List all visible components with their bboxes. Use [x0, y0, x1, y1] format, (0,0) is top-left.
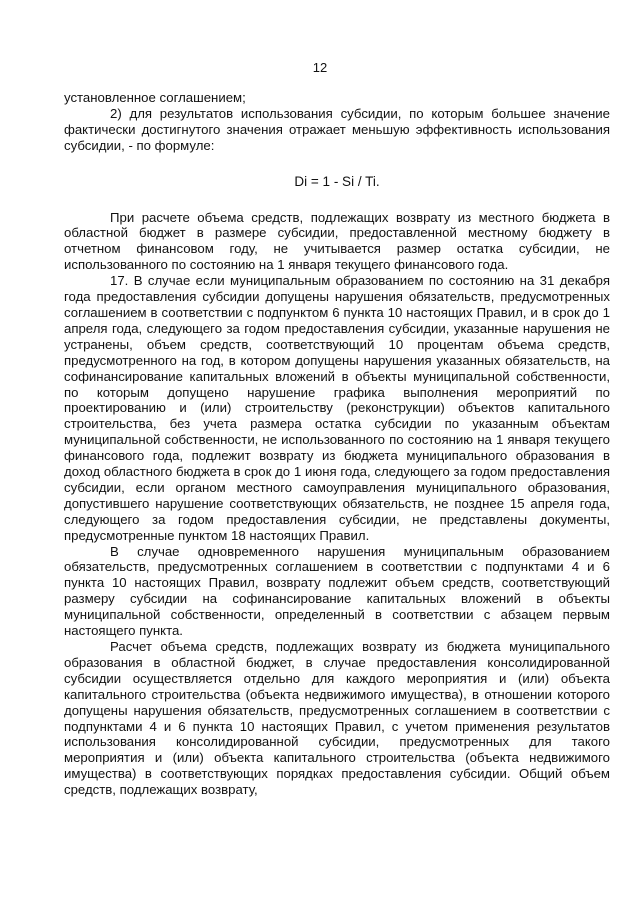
page-number: 12: [312, 60, 328, 75]
paragraph-calculation-note: При расчете объема средств, подлежащих возврату из местного бюджета в областной бюджет в размере субсидии, предоставленной местному бюджету в отчетном финансовом году, не учитывается размер остатка субсидии, не использованного по состоянию на 1 января текущего финансового года.: [64, 209, 610, 273]
paragraph-continuation: установленное соглашением;: [64, 90, 246, 105]
paragraph-clause-17: 17. В случае если муниципальным образованием по состоянию на 31 декабря года предоставления субсидии допущены нарушения обязательств, предусмотренных соглашением в соответствии с подпунктом 6 пункта 10 настоящих Правил, и в срок до 1 апреля года, следующего за годом предоставления субсидии, указанные нарушения не устранены, объем средств, соответствующий 10 процентам объема средств, предусмотренного на год, в котором допущены нарушения указанных обязательств, на софинансирование капитальных вложений в объекты муниципальной собственности, по которым допущено нарушение графика выполнения мероприятий по проектированию и (или) строительству (реконструкции) объектов капитального строительства, без учета размера остатка субсидии по указанным объектам муниципальной собственности, не использованного по состоянию на 1 января текущего финансового года, подлежит возврату из бюджета муниципального образования в доход областного бюджета в срок до 1 июня года, следующего за годом предоставления субсидии, если органом местного самоуправления муниципального образования, допустившего нарушение соответствующих обязательств, не позднее 15 апреля года, следующего за годом предоставления субсидии, не представлены документы, предусмотренные пунктом 18 настоящих Правил.: [64, 273, 610, 543]
formula: Di = 1 - Si / Ti.: [294, 173, 380, 189]
paragraph-simultaneous-violation: В случае одновременного нарушения муниципальным образованием обязательств, предусмотренных соглашением в соответствии с подпунктами 4 и 6 пункта 10 настоящих Правил, возврату подлежит объем средств, соответствующий размеру субсидии на софинансирование капитальных вложений в объекты муниципальной собственности, определенный в соответствии с абзацем первым настоящего пункта.: [64, 543, 610, 639]
paragraph-item-2: 2) для результатов использования субсидии, по которым большее значение фактически достигнутого значения отражает меньшую эффективность использования субсидии, - по формуле:: [64, 105, 610, 153]
paragraph-consolidated-subsidy: Расчет объема средств, подлежащих возврату из бюджета муниципального образования в областной бюджет, в случае предоставления консолидированной субсидии осуществляется отдельно для каждого мероприятия и (или) объекта капитального строительства (объекта недвижимого имущества), в отношении которого допущены нарушения обязательств, предусмотренных соглашением в соответствии с подпунктами 4 и 6 пункта 10 настоящих Правил, с учетом применения результатов использования консолидированной субсидии, предусмотренных для такого мероприятия и (или) объекта капитального строительства (объекта недвижимого имущества) в соответствующих порядках предоставления субсидии. Общий объем средств, подлежащих возврату,: [64, 639, 610, 798]
document-body: [64, 90, 610, 798]
